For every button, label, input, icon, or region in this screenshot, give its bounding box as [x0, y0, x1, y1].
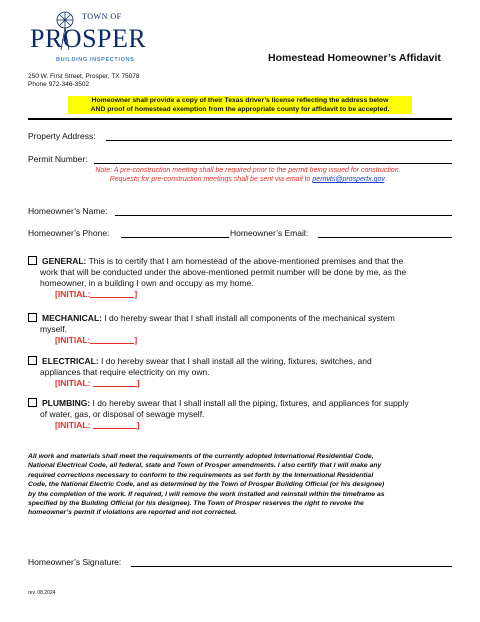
mechanical-text-1: I do hereby swear that I shall install all components of the mechanical system: [101, 313, 395, 323]
permit-number-label: Permit Number:: [28, 154, 88, 164]
homeowner-phone-field[interactable]: [121, 237, 229, 238]
legal-line: Code, the National Electric Code, and as determined by the Town of Prosper Building Official (or his designee): [28, 481, 385, 489]
page-title: Homestead Homeowner’s Affidavit: [268, 52, 441, 64]
homeowner-email-label: Homeowner’s Email:: [230, 228, 309, 238]
electrical-text-2: appliances that require electricity on my own.: [40, 367, 210, 377]
mechanical-initial-label: [INITIAL:: [55, 335, 91, 345]
legal-line: All work and materials shall meet the requirements of the currently adopted International Residential Code,: [28, 453, 374, 460]
electrical-section: [28, 356, 458, 389]
mechanical-initial: [55, 335, 458, 346]
legal-line: National Electrical Code, all federal, state and Town of Prosper amendments. I also certify that I will make any: [28, 462, 382, 470]
legal-line: required corrections necessary to conform to the requirements as set forth by the International Residential: [28, 471, 374, 479]
permits-email-link[interactable]: permits@prospertx.gov: [312, 176, 385, 183]
general-checkbox[interactable]: [28, 256, 37, 265]
notice-line-2: AND proof of homestead exemption from the appropriate county for affidavit to be accepted.: [90, 106, 390, 113]
address-line: 250 W. First Street, Prosper, TX 75078: [28, 73, 140, 80]
note-line-2: [68, 175, 428, 184]
note-period: .: [384, 176, 387, 183]
electrical-initial-field[interactable]: [93, 378, 137, 387]
general-text-3: homeowner, in a building I own and occupy as my home.: [40, 278, 254, 288]
general-initial-close: ]: [134, 289, 138, 299]
electrical-initial: [55, 378, 458, 389]
town-logo: [28, 10, 147, 72]
note-line-1: Note: A pre-construction meeting shall be required prior to the permit being issued for construction.: [95, 167, 401, 174]
mechanical-section: [28, 313, 458, 346]
homeowner-name-field[interactable]: [115, 215, 452, 216]
homeowner-email-field[interactable]: [318, 237, 452, 238]
logo-town-of: TOWN OF: [82, 12, 122, 21]
plumbing-checkbox[interactable]: [28, 398, 37, 407]
license-notice: [68, 96, 412, 114]
mechanical-initial-field[interactable]: [90, 335, 134, 344]
general-initial-label: [INITIAL:: [55, 289, 91, 299]
homeowner-name-label: Homeowner’s Name:: [28, 206, 108, 216]
mechanical-initial-close: ]: [134, 335, 138, 345]
logo-prosper: PROSPER: [30, 24, 147, 53]
general-section: [28, 256, 458, 300]
signature-label: Homeowner’s Signature:: [28, 557, 122, 567]
homeowner-phone-label: Homeowner’s Phone:: [28, 228, 110, 238]
office-address: [28, 73, 140, 89]
legal-line: homeowner’s permit if violations are reported and not corrected.: [28, 509, 237, 517]
mechanical-text-2: myself.: [40, 324, 67, 334]
revision-date: rev. 08.2024: [28, 590, 56, 596]
plumbing-section: [28, 398, 458, 431]
electrical-initial-close: ]: [136, 378, 140, 388]
legal-statement: [28, 452, 460, 518]
legal-line: specified by the Building Official (or his designee). The Town of Prosper reserves the right to revoke the: [28, 500, 364, 508]
general-initial-field[interactable]: [90, 289, 134, 298]
permit-number-field[interactable]: [94, 163, 452, 164]
electrical-text-1: I do hereby swear that I shall install all the wiring, fixtures, switches, and: [98, 356, 372, 366]
general-heading: GENERAL:: [42, 256, 87, 266]
phone-line: Phone 972-346-3502: [28, 81, 90, 88]
electrical-initial-label: [INITIAL:: [55, 378, 93, 388]
mechanical-heading: MECHANICAL:: [42, 313, 102, 323]
property-address-field[interactable]: [106, 140, 452, 141]
pre-construction-note: [68, 166, 428, 184]
plumbing-heading: PLUMBING:: [42, 398, 91, 408]
electrical-heading: ELECTRICAL:: [42, 356, 99, 366]
electrical-checkbox[interactable]: [28, 356, 37, 365]
signature-field[interactable]: [131, 566, 452, 567]
general-text-1: This is to certify that I am homestead of the above-mentioned premises and that the: [86, 256, 404, 266]
mechanical-checkbox[interactable]: [28, 313, 37, 322]
plumbing-initial-field[interactable]: [93, 420, 137, 429]
legal-line: by the completion of the work. If required, I will remove the work installed and reinstall within the timeframe as: [28, 490, 385, 498]
plumbing-initial-label: [INITIAL:: [55, 420, 93, 430]
general-initial: [55, 289, 458, 300]
general-text-2: work that will be conducted under the above-mentioned permit number will be done by me, as the: [40, 267, 407, 277]
plumbing-text-1: I do hereby swear that I shall install all the piping, fixtures, and appliances for supply: [90, 398, 409, 408]
plumbing-text-2: of water, gas, or disposal of sewage myself.: [40, 409, 205, 419]
header-divider: [28, 118, 452, 120]
logo-subtitle: BUILDING INSPECTIONS: [56, 57, 135, 63]
note-line-2-text: Requests for pre-construction meetings shall be sent via email to: [109, 176, 313, 183]
property-address-label: Property Address:: [28, 131, 96, 141]
notice-line-1: Homeowner shall provide a copy of their Texas driver’s license reflecting the address below: [91, 97, 389, 104]
plumbing-initial-close: ]: [136, 420, 140, 430]
plumbing-initial: [55, 420, 458, 431]
